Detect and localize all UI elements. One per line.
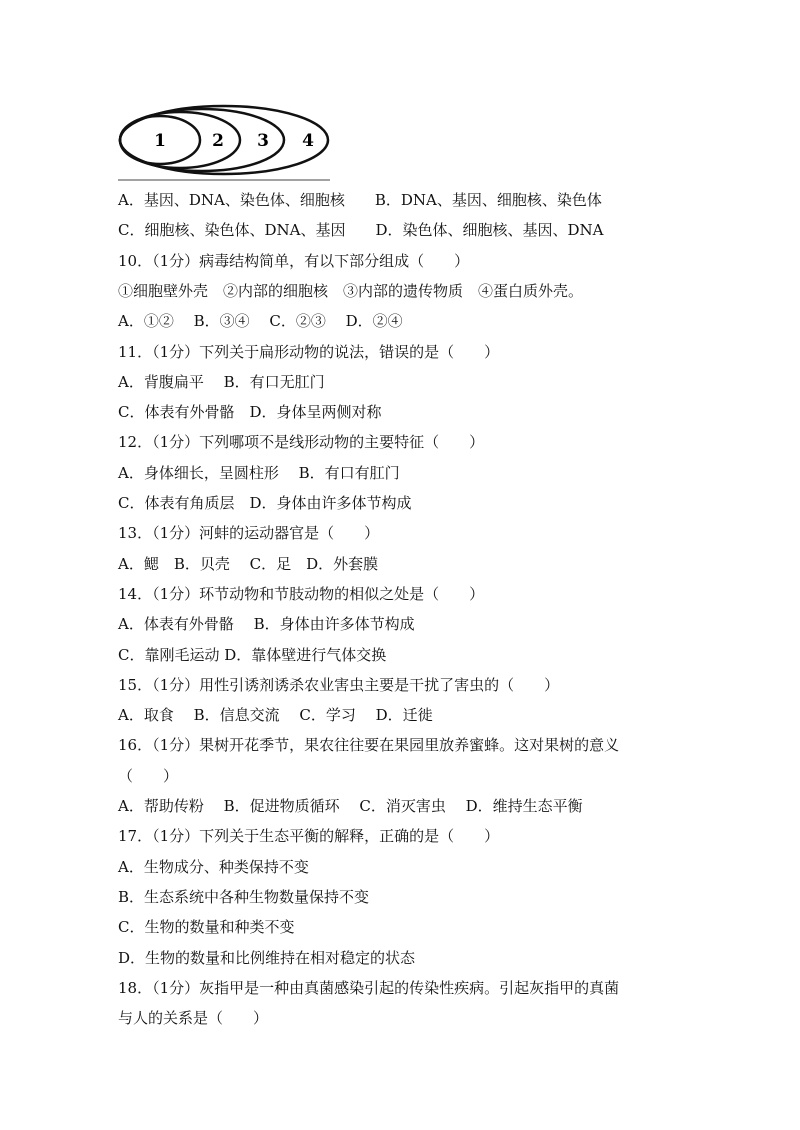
- text-line: A．帮助传粉 B．促进物质循环 C．消灭害虫 D．维持生态平衡: [118, 797, 583, 815]
- text-line: A．生物成分、种类保持不变: [118, 858, 309, 876]
- text-line: C．生物的数量和种类不变: [118, 918, 295, 936]
- text-line: D．生物的数量和比例维持在相对稳定的状态: [118, 949, 416, 967]
- text-line: A．鳃 B．贝壳 C．足 D．外套膜: [118, 555, 379, 573]
- text-line: 12．（1分）下列哪项不是线形动物的主要特征（ ）: [118, 433, 485, 451]
- text-line: 与人的关系是（ ）: [118, 1009, 269, 1027]
- text-line: A．①② B．③④ C．②③ D．②④: [118, 312, 403, 330]
- text-line: 18．（1分）灰指甲是一种由真菌感染引起的传染性疾病。引起灰指甲的真菌: [118, 979, 620, 997]
- ellipse-label-3: 3: [257, 131, 269, 151]
- text-line: A．体表有外骨骼 B．身体由许多体节构成: [118, 615, 415, 633]
- text-line: A．背腹扁平 B．有口无肛门: [118, 373, 325, 391]
- text-line: A．取食 B．信息交流 C．学习 D．迁徙: [118, 706, 433, 724]
- ellipse-label-4: 4: [302, 131, 314, 151]
- text-line: C．靠刚毛运动 D．靠体壁进行气体交换: [118, 646, 387, 664]
- text-line: 14．（1分）环节动物和节肢动物的相似之处是（ ）: [118, 585, 485, 603]
- text-line: 17．（1分）下列关于生态平衡的解释，正确的是（ ）: [118, 827, 500, 845]
- text-line: C．细胞核、染色体、DNA、基因 D．染色体、细胞核、基因、DNA: [118, 221, 604, 239]
- text-line: 11．（1分）下列关于扁形动物的说法，错误的是（ ）: [118, 343, 500, 361]
- nested-ellipses-figure: [118, 96, 332, 182]
- text-line: 16．（1分）果树开花季节，果农往往要在果园里放养蜜蜂。这对果树的意义: [118, 736, 620, 754]
- text-line: ①细胞壁外壳 ②内部的细胞核 ③内部的遗传物质 ④蛋白质外壳。: [118, 282, 584, 300]
- text-line: B．生态系统中各种生物数量保持不变: [118, 888, 370, 906]
- text-line: A．基因、DNA、染色体、细胞核 B．DNA、基因、细胞核、染色体: [118, 191, 602, 209]
- ellipse-label-1: 1: [154, 131, 166, 151]
- text-line: （ ）: [118, 767, 179, 785]
- text-line: 10．（1分）病毒结构简单，有以下部分组成（ ）: [118, 252, 470, 270]
- text-line: 15．（1分）用性引诱剂诱杀农业害虫主要是干扰了害虫的（ ）: [118, 676, 560, 694]
- text-line: 13．（1分）河蚌的运动器官是（ ）: [118, 524, 380, 542]
- ellipse-label-2: 2: [212, 131, 224, 151]
- text-line: C．体表有角质层 D．身体由许多体节构成: [118, 494, 412, 512]
- text-line: C．体表有外骨骼 D．身体呈两侧对称: [118, 403, 382, 421]
- text-line: A．身体细长，呈圆柱形 B．有口有肛门: [118, 464, 400, 482]
- nested-ellipses-diagram: [118, 96, 332, 182]
